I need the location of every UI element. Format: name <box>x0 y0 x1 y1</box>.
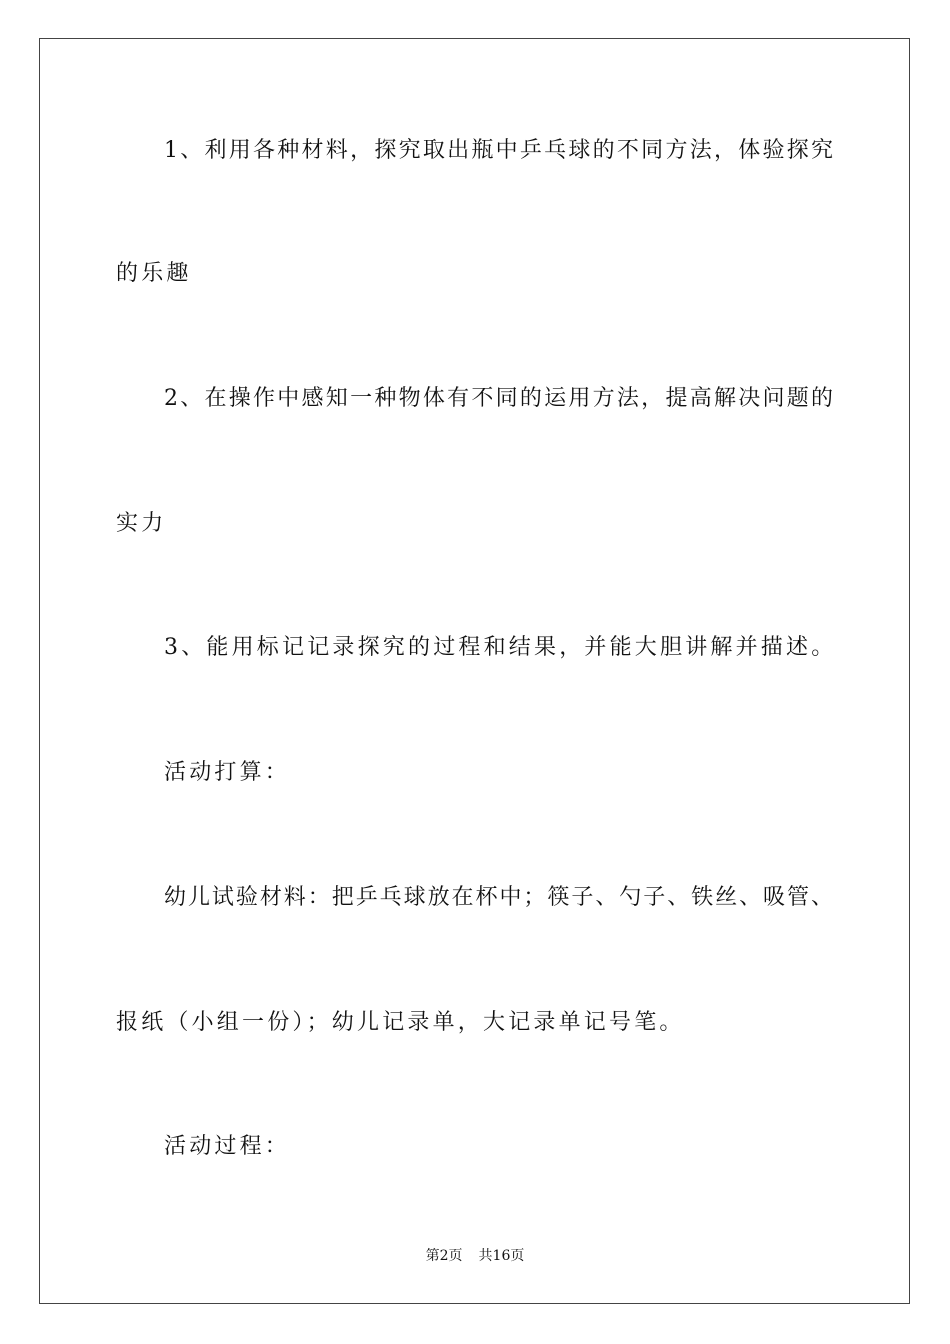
goal-1-line-1: 1、利用各种材料，探究取出瓶中乒乓球的不同方法，体验探究 <box>164 138 833 163</box>
goal-2-line-1: 2、在操作中感知一种物体有不同的运用方法，提高解决问题的 <box>164 386 833 411</box>
goal-2-line-2: 实力 <box>116 511 167 536</box>
preparation-heading: 活动打算： <box>164 760 291 785</box>
goal-1-line-2: 的乐趣 <box>116 261 192 286</box>
materials-line-2: 报纸（小组一份）；幼儿记录单，大记录单记号笔。 <box>116 1010 685 1035</box>
process-heading: 活动过程： <box>164 1134 291 1159</box>
page-number-total: 共16页 <box>478 1248 525 1264</box>
goal-3-line: 3、能用标记记录探究的过程和结果，并能大胆讲解并描述。 <box>164 635 837 660</box>
page-footer <box>0 1247 950 1265</box>
materials-line-1: 幼儿试验材料：把乒乓球放在杯中；筷子、勺子、铁丝、吸管、 <box>164 885 833 910</box>
page-number-current: 第2页 <box>425 1248 463 1264</box>
page-border <box>39 38 910 1304</box>
